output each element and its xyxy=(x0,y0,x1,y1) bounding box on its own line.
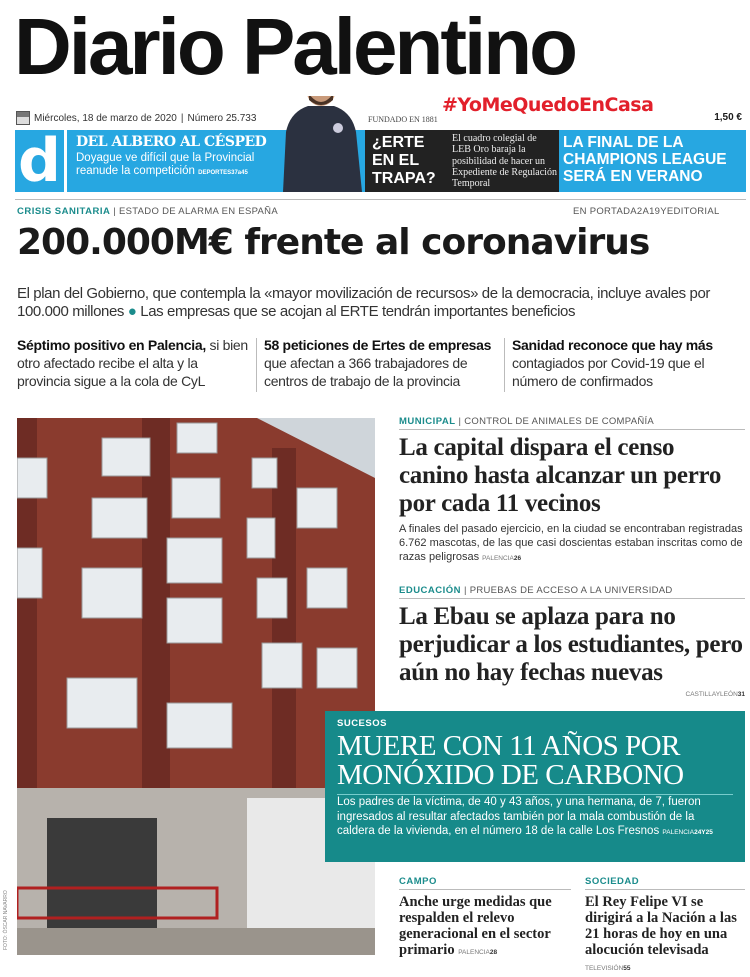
sport-title[interactable]: DEL ALBERO AL CÉSPED xyxy=(76,134,267,150)
date: Miércoles, 18 de marzo de 2020 xyxy=(34,112,177,124)
erte-title[interactable]: ¿ERTE EN EL TRAPA? xyxy=(372,134,436,187)
champions-headline[interactable]: LA FINAL DE LA CHAMPIONS LEAGUE SERÁ EN VERANO xyxy=(563,134,727,185)
sport-text: Doyague ve difícil que la Provincial reanude la competición DEPORTES37a45 xyxy=(76,152,255,177)
crest-icon xyxy=(16,111,30,125)
sociedad-headline[interactable]: El Rey Felipe VI se dirigirá a la Nación a las 21 horas de hoy en una alocución televisada TELEVISIÓN55 xyxy=(585,894,737,972)
educacion-headline[interactable]: La Ebau se aplaza para no perjudicar a los estudiantes, pero aún no hay fechas nuevas xyxy=(399,603,743,686)
campo-headline[interactable]: Anche urge medidas que respalden el relevo generacional en el sector primario PALENCIA28 xyxy=(399,894,552,958)
building-photo xyxy=(17,418,375,955)
campo-story[interactable]: CAMPO Anche urge medidas que respalden el relevo generacional en el sector primario PALENCIA28 xyxy=(399,876,571,961)
main-headline[interactable]: 200.000M€ frente al coronavirus xyxy=(17,222,650,263)
educacion-story[interactable]: EDUCACIÓN | PRUEBAS DE ACCESO A LA UNIVERSIDAD La Ebau se aplaza para no perjudicar a los estudiantes, pero aún no hay fechas nuevas CASTILLAYLEÓN31 xyxy=(399,585,745,698)
lead-column-2[interactable]: 58 peticiones de Ertes de empresas que afectan a 366 trabajadores de centros de trabajo de la provincia xyxy=(264,337,492,389)
hashtag: #YoMeQuedoEnCasa xyxy=(442,94,654,116)
founded: FUNDADO EN 1881 xyxy=(368,115,438,124)
municipal-headline[interactable]: La capital dispara el censo canino hasta alcanzar un perro por cada 11 vecinos xyxy=(399,434,722,517)
lead-kicker: CRISIS SANITARIA | ESTADO DE ALARMA EN ESPAÑA xyxy=(17,206,278,217)
erte-text: El cuadro colegial de LEB Oro baraja la posibilidad de hacer un Expediente de Regulación Temporal xyxy=(452,133,557,190)
price: 1,50 € xyxy=(714,112,742,123)
divider xyxy=(15,199,746,200)
lead-column-1[interactable]: Séptimo positivo en Palencia, si bien otro afectado recibe el alta y la provincia sigue a la cola de CyL xyxy=(17,337,248,389)
lead-column-3[interactable]: Sanidad reconoce que hay más contagiados por Covid-19 que el número de confirmados xyxy=(512,337,713,389)
sucesos-headline[interactable]: MUERE CON 11 AÑOS POR MONÓXIDO DE CARBONO xyxy=(337,730,684,791)
municipal-body: A finales del pasado ejercicio, en la ciudad se encontraban registradas 6.762 mascotas, de las que casi doscientas estaban inscritas como de razas peligrosas PALENCIA26 xyxy=(399,523,743,563)
issue-number: Número 25.733 xyxy=(187,112,257,124)
photo-credit: FOTO: ÓSCAR NAVARRO xyxy=(3,890,9,950)
educacion-ref: CASTILLAYLEÓN31 xyxy=(685,691,745,698)
sociedad-story[interactable]: SOCIEDAD El Rey Felipe VI se dirigirá a la Nación a las 21 horas de hoy en una alocución televisada TELEVISIÓN55 xyxy=(585,876,745,977)
lead-lede: El plan del Gobierno, que contempla la «mayor movilización de recursos» de la democracia, incluye avales por 100.000 millones ● Las empresas que se acojan al ERTE tendrán importantes beneficios xyxy=(17,285,711,320)
dateline: Miércoles, 18 de marzo de 2020 | Número 25.733 xyxy=(16,111,256,125)
sucesos-body: Los padres de la víctima, de 40 y 43 años, y una hermana, de 7, fueron ingresados al resultar afectados también por la mala combustión de la caldera de la vivienda, en el número 18 de la calle Los Fresnos PALENCIA24Y25 xyxy=(337,794,733,841)
sucesos-kicker: SUCESOS xyxy=(337,718,387,729)
portada-ref: EN PORTADA2A19YEDITORIAL xyxy=(573,206,720,217)
masthead-title: Diario Palentino xyxy=(14,2,575,91)
municipal-story[interactable]: MUNICIPAL | CONTROL DE ANIMALES DE COMPAÑÍA La capital dispara el censo canino hasta alcanzar un perro por cada 11 vecinos A finales del pasado ejercicio, en la ciudad se encontraban registradas 6.762 mascotas, de las que casi doscientas estaban inscritas como de razas peligrosas PALENCIA26 xyxy=(399,416,745,566)
sucesos-box[interactable] xyxy=(325,711,745,862)
d-logo: d xyxy=(15,130,67,192)
divider xyxy=(256,338,257,392)
divider xyxy=(504,338,505,392)
player-photo xyxy=(278,96,364,192)
